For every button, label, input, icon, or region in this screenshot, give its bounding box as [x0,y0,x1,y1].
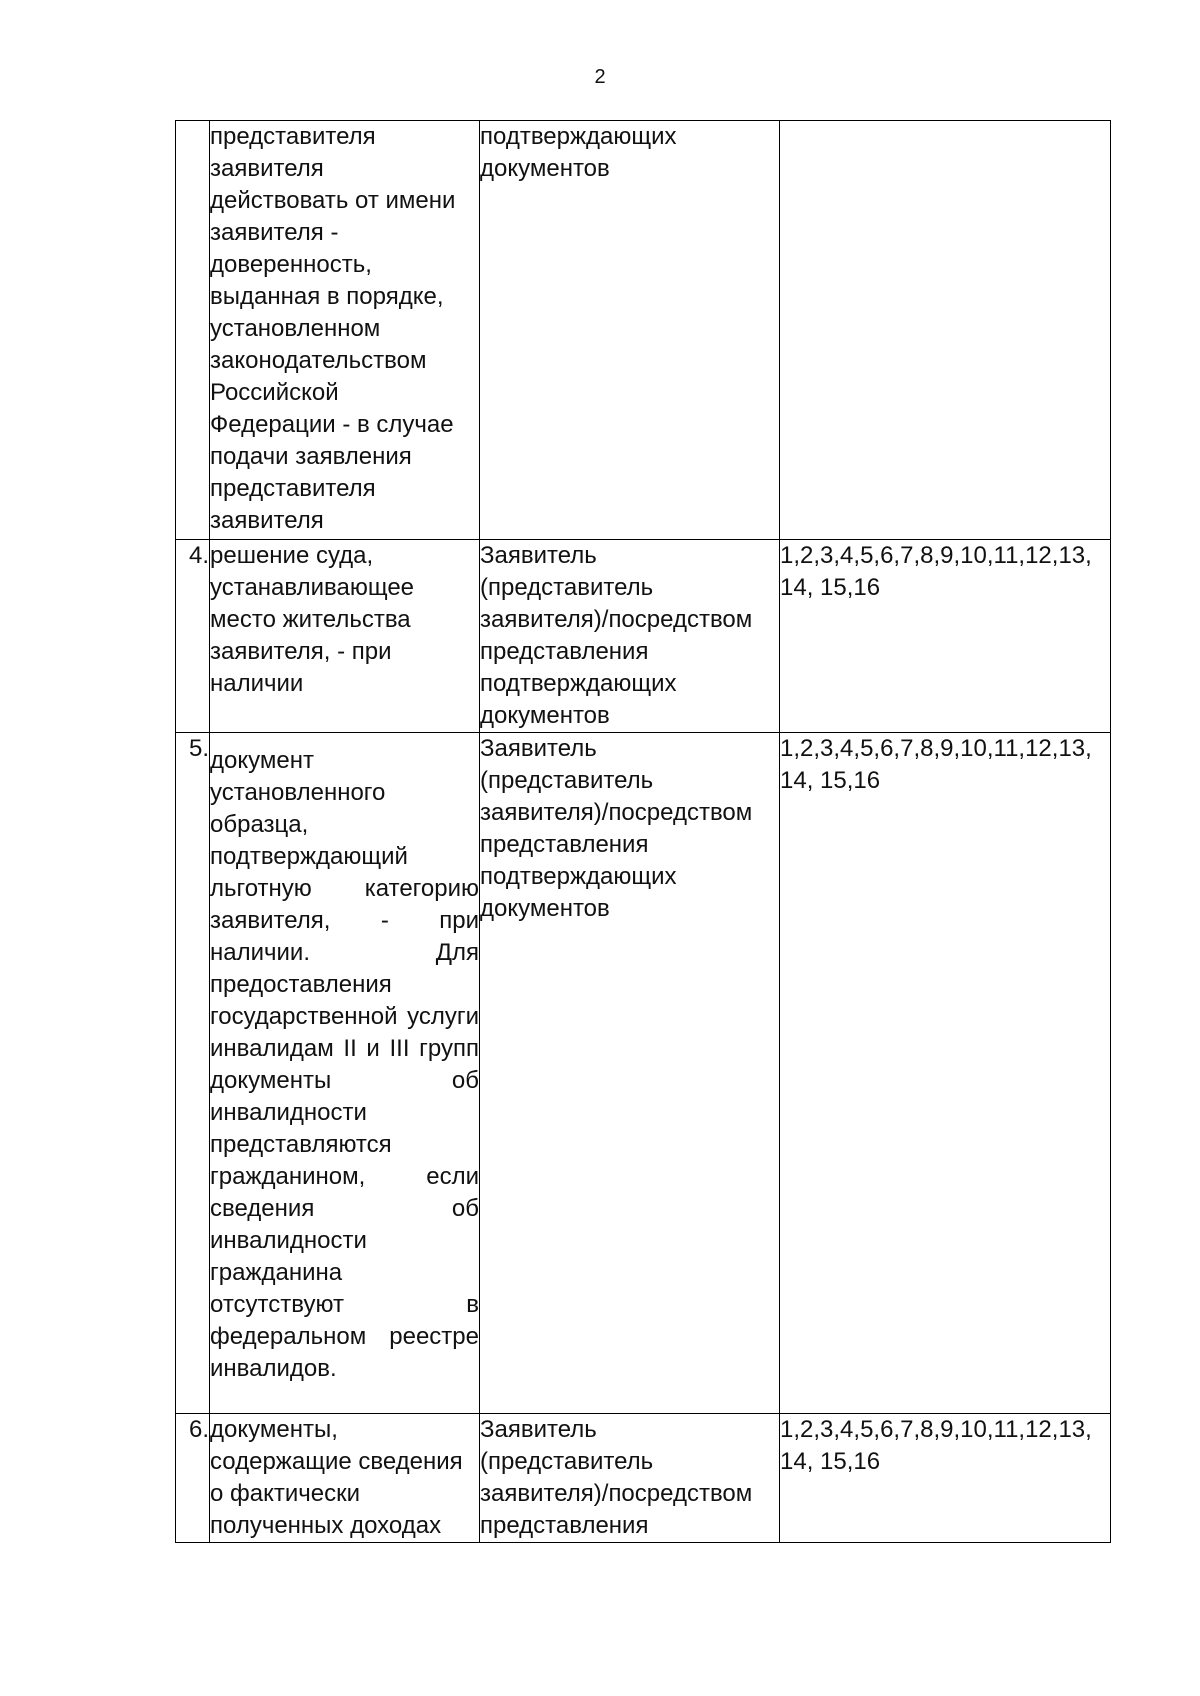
documents-table [175,120,1111,1543]
references-cell [780,540,1111,733]
document-text: представителя заявителя действовать от имени заявителя - доверенность, выданная в порядке, установленном законодательством Российской Федерации - в случае подачи заявления представителя заявителя [210,123,456,534]
references-cell [780,1414,1111,1543]
submitter-text: Заявитель (представитель заявителя)/посредством представления [480,1416,753,1539]
document-text: документы, содержащие сведения о фактически полученных доходах [210,1416,463,1539]
submitter-cell [480,540,780,733]
submitter-cell [480,733,780,1414]
document-cell [210,733,480,1414]
references-cell [780,121,1111,540]
table-row [176,733,1111,1414]
references-text: 1,2,3,4,5,6,7,8,9,10,11,12,13, 14, 15,16 [780,735,1092,794]
table-row [176,1414,1111,1543]
page-number: 2 [594,66,606,88]
submitter-text: Заявитель (представитель заявителя)/посредством представления подтверждающих документов [480,542,753,729]
document-text: документ установленного образца, подтверждающий льготную категорию заявителя, - при наличии. Для предоставления государственной услуги инвалидам II и III групп документы об инвалидности представляются гражданином, если сведения об инвалидности гражданина отсутствуют в федеральном реестре инвалидов. [210,747,479,1382]
row-number: 4. [176,540,210,733]
row-number: 5. [176,733,210,1414]
submitter-cell [480,1414,780,1543]
table-row [176,540,1111,733]
row-number: 6. [176,1414,210,1543]
row-number [176,121,210,540]
document-text: решение суда, устанавливающее место жительства заявителя, - при наличии [210,542,415,697]
document-cell [210,1414,480,1543]
references-text: 1,2,3,4,5,6,7,8,9,10,11,12,13, 14, 15,16 [780,1416,1092,1475]
submitter-cell [480,121,780,540]
references-cell [780,733,1111,1414]
references-text: 1,2,3,4,5,6,7,8,9,10,11,12,13, 14, 15,16 [780,542,1092,601]
submitter-text: Заявитель (представитель заявителя)/посредством представления подтверждающих документов [480,735,753,922]
document-cell [210,121,480,540]
submitter-text: подтверждающих документов [480,123,677,182]
document-cell [210,540,480,733]
table-row [176,121,1111,540]
